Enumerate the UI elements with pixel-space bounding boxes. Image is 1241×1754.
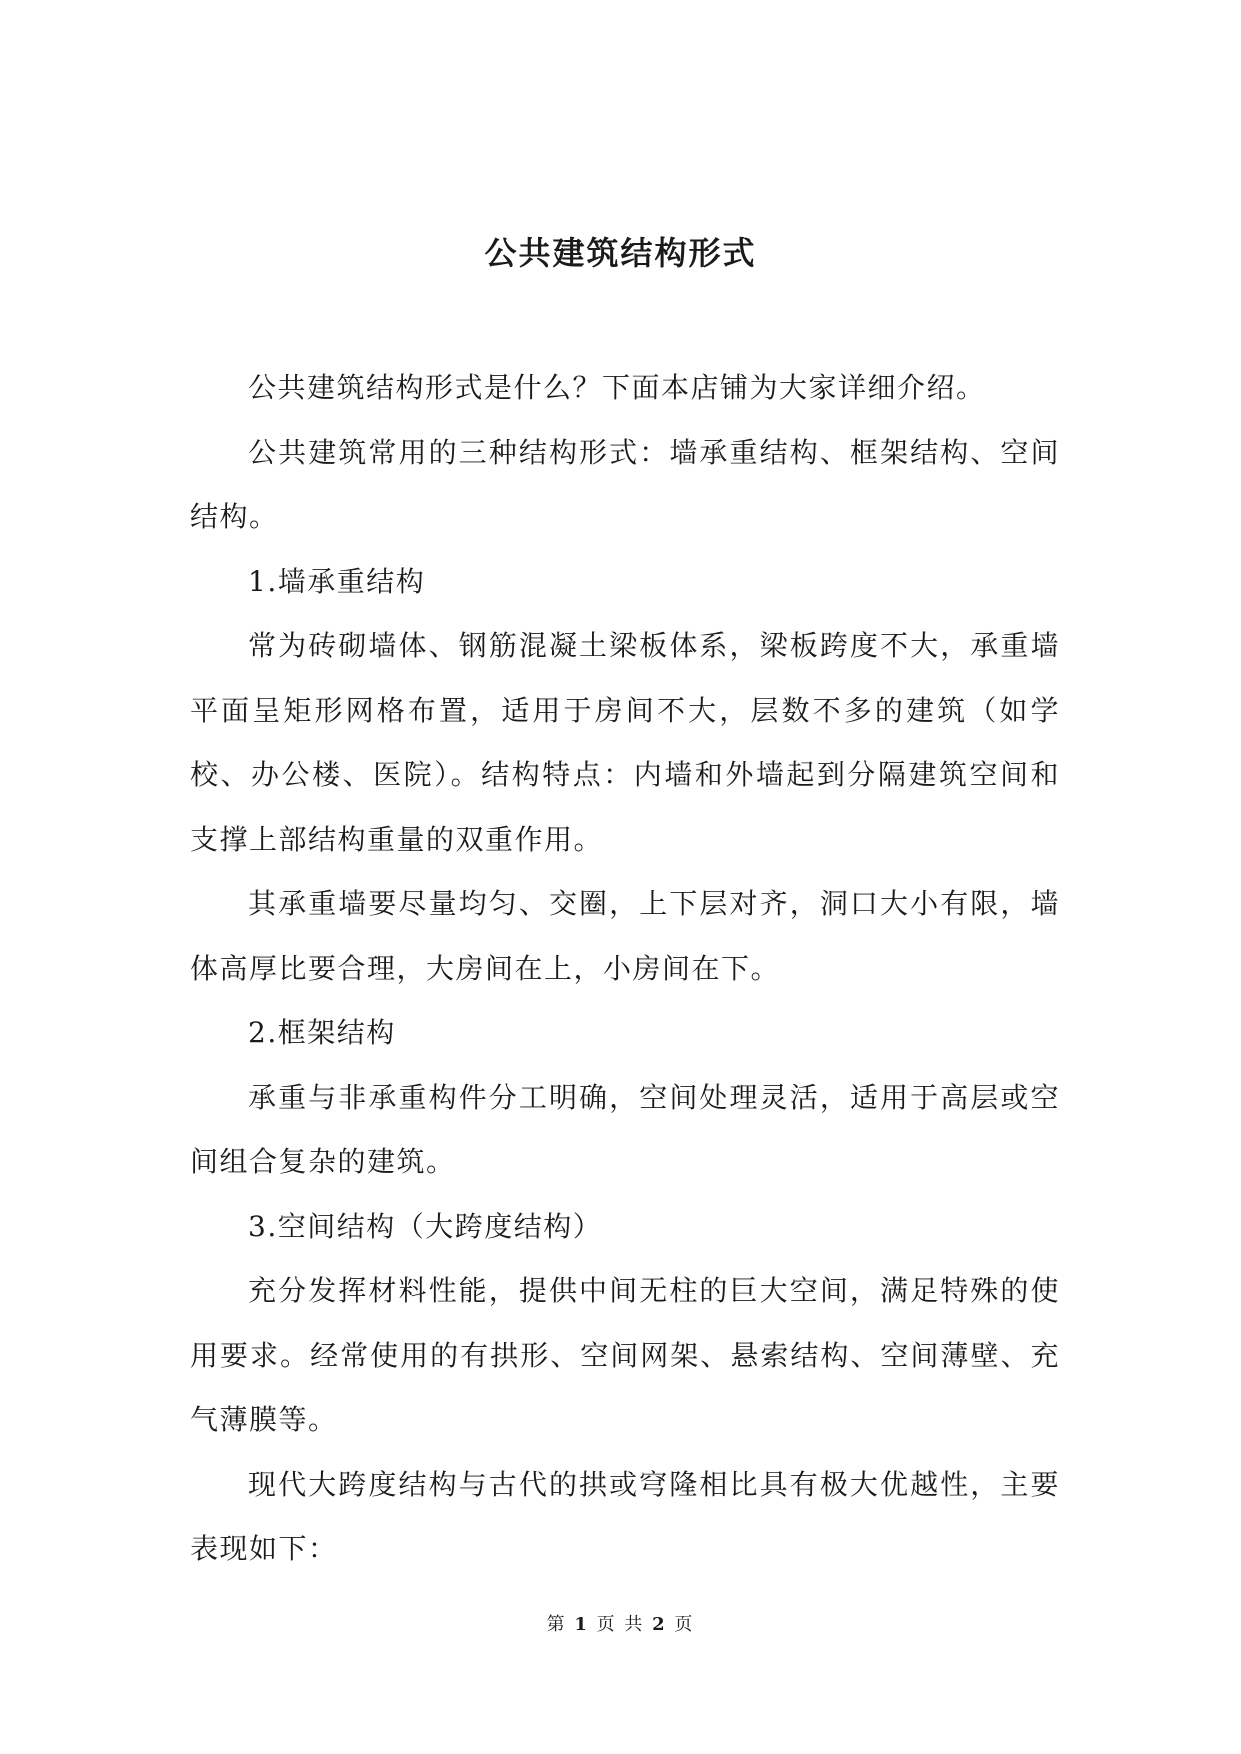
paragraph-three-structures: 公共建筑常用的三种结构形式：墙承重结构、框架结构、空间结构。 [190,435,1060,533]
paragraph-space-desc: 充分发挥材料性能，提供中间无柱的巨大空间，满足特殊的使用要求。经常使用的有拱形、空间网架、悬索结构、空间薄壁、充气薄膜等。 [190,1274,1060,1436]
heading-frame-structure: 2.框架结构 [248,1016,396,1049]
heading-space-structure: 3.空间结构（大跨度结构） [248,1209,603,1243]
footer-suffix: 页 [674,1614,695,1635]
paragraph-wall-bearing-desc: 常为砖砌墙体、钢筋混凝土梁板体系，梁板跨度不大，承重墙平面呈矩形网格布置，适用于房间不大，层数不多的建筑（如学校、办公楼、医院）。结构特点：内墙和外墙起到分隔建筑空间和支撑上部结构重量的双重作用。 [190,629,1060,856]
paragraph-wall-bearing-rules: 其承重墙要尽量均匀、交圈，上下层对齐，洞口大小有限，墙体高厚比要合理，大房间在上，小房间在下。 [190,887,1060,985]
document-title: 公共建筑结构形式 [484,234,757,272]
footer-prefix: 第 [546,1614,567,1635]
heading-wall-bearing: 1.墙承重结构 [248,564,426,598]
paragraph-frame-desc: 承重与非承重构件分工明确，空间处理灵活，适用于高层或空间组合复杂的建筑。 [190,1080,1060,1178]
footer-current-page: 1 [574,1614,589,1635]
footer-middle: 页 共 [596,1614,645,1635]
paragraph-modern-span: 现代大跨度结构与古代的拱或穹隆相比具有极大优越性，主要表现如下： [190,1467,1060,1565]
footer-total-pages: 2 [652,1614,667,1635]
document-body [190,356,1060,1582]
paragraph-intro: 公共建筑结构形式是什么？下面本店铺为大家详细介绍。 [248,371,986,404]
page-footer [0,1610,1241,1636]
